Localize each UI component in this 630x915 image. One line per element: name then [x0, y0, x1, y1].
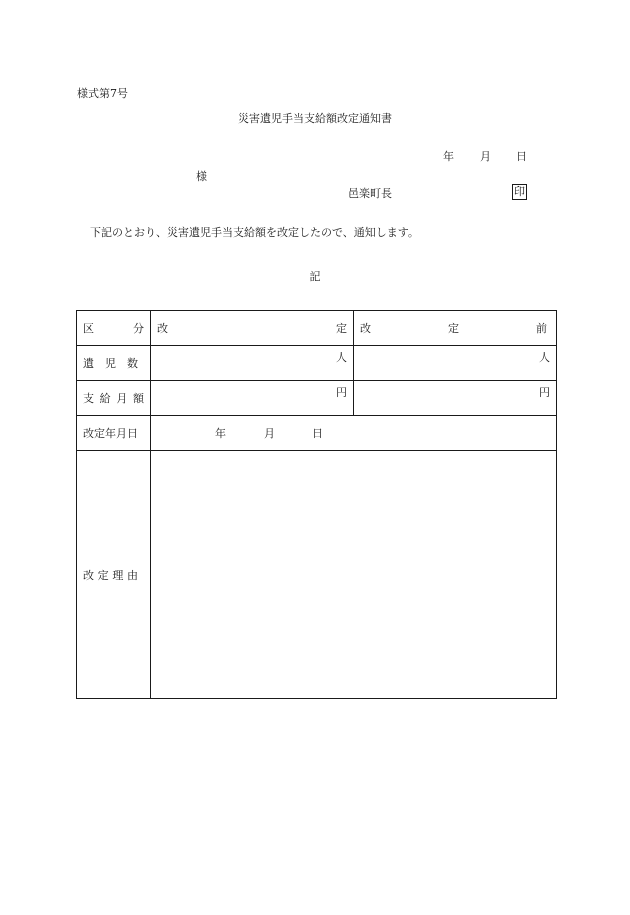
before-revision-header [354, 311, 557, 346]
category-label-char: 分 [133, 322, 144, 335]
header-date-month: 月 [480, 150, 491, 163]
monthly-label-char: 額 [132, 392, 144, 405]
revision-table [76, 310, 557, 699]
revision-reason-field[interactable] [151, 451, 557, 699]
after-header-char: 改 [157, 322, 168, 335]
before-header-char: 前 [536, 322, 547, 335]
recipient-honorific: 様 [196, 170, 207, 183]
reason-label-char: 定 [97, 568, 109, 582]
reason-label-char: 理 [112, 568, 124, 582]
revision-date-row [77, 416, 557, 451]
monthly-label-char: 支 [83, 392, 94, 405]
header-date-day: 日 [516, 150, 527, 163]
form-number: 様式第7号 [77, 87, 128, 100]
after-revision-header [151, 311, 354, 346]
seal-stamp: 印 [514, 185, 525, 198]
monthly-amount-after-field[interactable] [151, 381, 354, 416]
yen-unit: 円 [539, 386, 550, 399]
category-label-char: 区 [83, 322, 94, 335]
table-header-row [77, 311, 557, 346]
children-count-label-cell [77, 346, 151, 381]
revision-reason-label-cell [77, 451, 151, 699]
children-count-row [77, 346, 557, 381]
ki-heading: 記 [309, 270, 321, 283]
revision-year: 年 [215, 427, 226, 440]
children-unit: 人 [336, 351, 347, 364]
monthly-label-char: 月 [116, 392, 128, 405]
header-date-year: 年 [443, 150, 454, 163]
children-label-char: 児 [105, 357, 116, 370]
revision-date-label: 改定年月日 [83, 427, 138, 440]
category-label-cell [77, 311, 151, 346]
revision-reason-row [77, 451, 557, 699]
monthly-amount-label-cell [77, 381, 151, 416]
document-title: 災害遺児手当支給額改定通知書 [238, 112, 392, 125]
children-count-before-field[interactable] [354, 346, 557, 381]
children-label-char: 遺 [83, 357, 94, 370]
revision-day: 日 [312, 427, 323, 440]
children-label-char: 数 [127, 357, 138, 370]
revision-date-field[interactable] [151, 416, 557, 451]
yen-unit: 円 [336, 386, 347, 399]
reason-label-char: 改 [83, 568, 94, 582]
monthly-label-char: 給 [99, 392, 111, 405]
children-count-after-field[interactable] [151, 346, 354, 381]
issuer-title: 邑楽町長 [348, 187, 392, 200]
before-header-char: 定 [448, 322, 459, 335]
monthly-amount-before-field[interactable] [354, 381, 557, 416]
monthly-amount-row [77, 381, 557, 416]
reason-label-char: 由 [126, 568, 138, 582]
revision-month: 月 [264, 427, 275, 440]
children-unit: 人 [539, 351, 550, 364]
after-header-char: 定 [336, 322, 347, 335]
revision-date-label-cell [77, 416, 151, 451]
before-header-char: 改 [360, 322, 371, 335]
notice-body-text: 下記のとおり、災害遺児手当支給額を改定したので、通知します。 [90, 226, 419, 239]
